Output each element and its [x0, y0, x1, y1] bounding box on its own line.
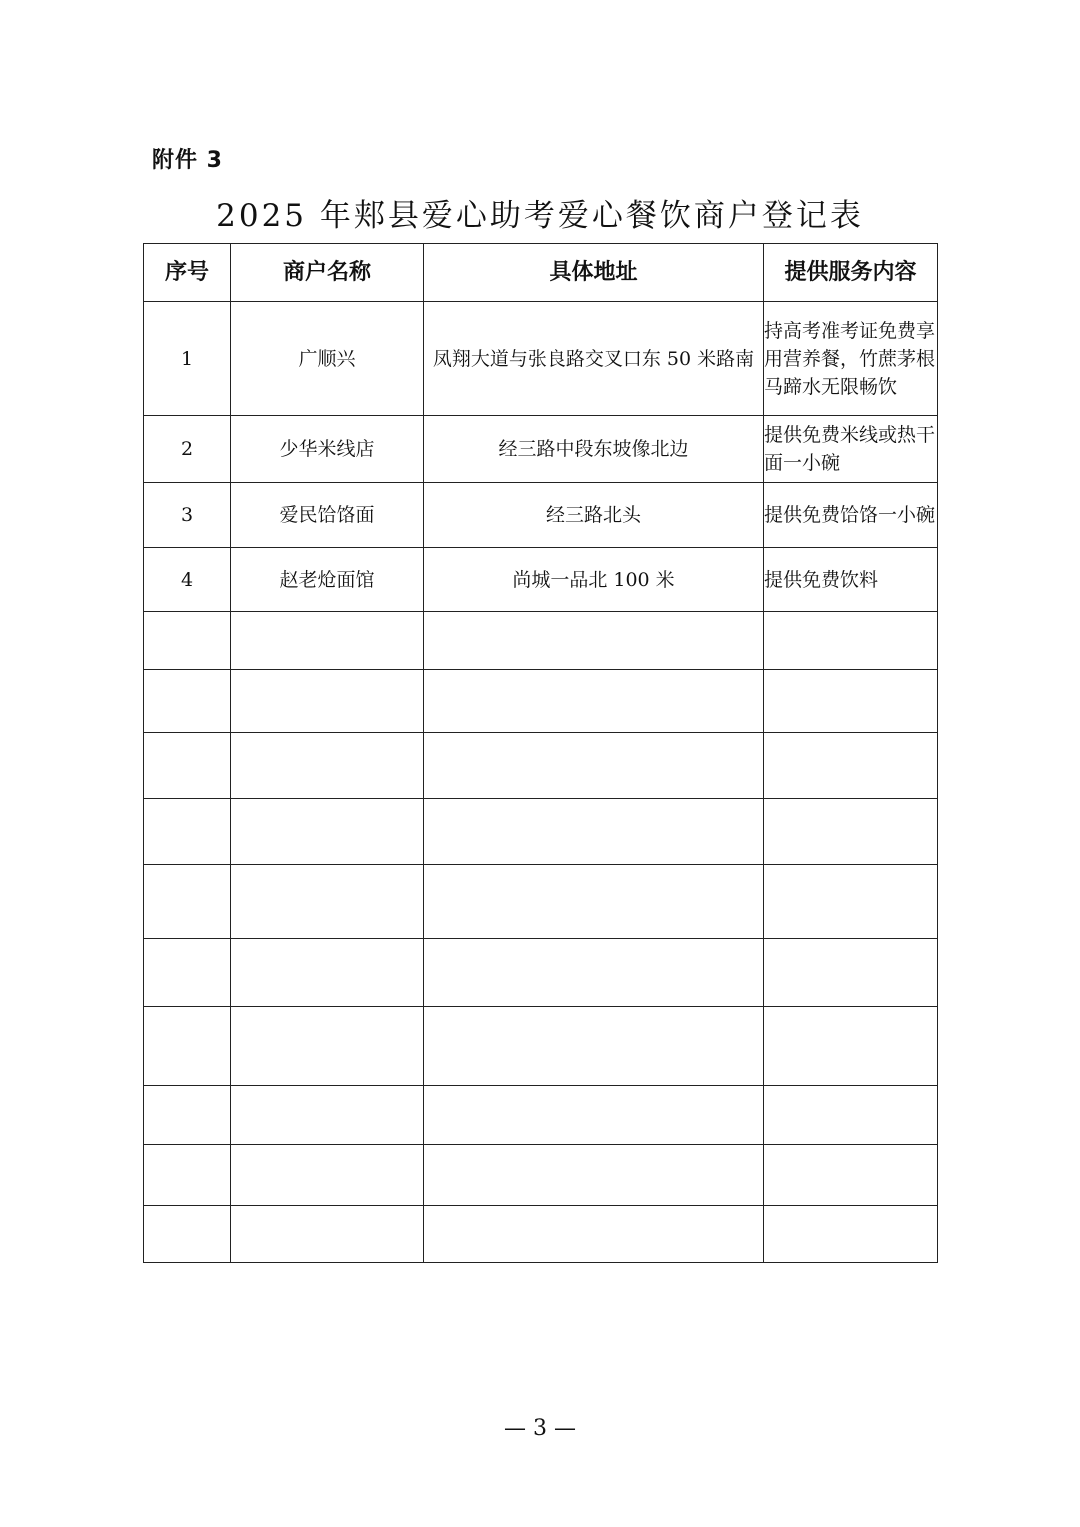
row-service: 持高考准考证免费享用营养餐，竹蔗茅根马蹄水无限畅饮: [764, 302, 938, 416]
empty-cell: [424, 670, 764, 733]
empty-cell: [424, 1206, 764, 1263]
empty-cell: [424, 1145, 764, 1206]
empty-cell: [231, 733, 424, 799]
row-address: 经三路北头: [424, 483, 764, 548]
empty-cell: [424, 939, 764, 1007]
empty-cell: [231, 670, 424, 733]
table-row: [144, 548, 938, 612]
empty-row: [144, 1086, 938, 1145]
empty-cell: [231, 1206, 424, 1263]
empty-row: [144, 865, 938, 939]
page-number: — 3 —: [504, 1416, 576, 1441]
empty-cell: [764, 939, 938, 1007]
empty-cell: [231, 1086, 424, 1145]
empty-cell: [424, 1086, 764, 1145]
empty-cell: [764, 799, 938, 865]
row-address: 凤翔大道与张良路交叉口东 50 米路南: [424, 302, 764, 416]
attachment-label: 附件 3: [152, 148, 223, 173]
empty-cell: [764, 1007, 938, 1086]
empty-row: [144, 612, 938, 670]
row-name: 爱民饸饹面: [231, 483, 424, 548]
empty-row: [144, 1007, 938, 1086]
empty-cell: [764, 865, 938, 939]
row-name: 少华米线店: [231, 416, 424, 483]
row-name: 广顺兴: [231, 302, 424, 416]
empty-cell: [424, 733, 764, 799]
page-title: 2025 年郏县爱心助考爱心餐饮商户登记表: [216, 198, 864, 234]
empty-cell: [144, 799, 231, 865]
header-address: 具体地址: [424, 244, 764, 302]
row-no: 3: [144, 483, 231, 548]
empty-row: [144, 799, 938, 865]
empty-cell: [144, 670, 231, 733]
empty-cell: [764, 1086, 938, 1145]
empty-cell: [144, 1007, 231, 1086]
empty-cell: [144, 1145, 231, 1206]
empty-row: [144, 733, 938, 799]
table-header-row: [144, 244, 938, 302]
empty-cell: [424, 1007, 764, 1086]
registration-table: [143, 243, 938, 1263]
empty-cell: [231, 1007, 424, 1086]
empty-cell: [424, 865, 764, 939]
empty-cell: [144, 939, 231, 1007]
row-no: 1: [144, 302, 231, 416]
row-service: 提供免费米线或热干面一小碗: [764, 416, 938, 483]
row-address: 尚城一品北 100 米: [424, 548, 764, 612]
empty-cell: [424, 799, 764, 865]
table-row: [144, 483, 938, 548]
row-name: 赵老炝面馆: [231, 548, 424, 612]
header-no: 序号: [144, 244, 231, 302]
empty-cell: [144, 612, 231, 670]
empty-cell: [144, 733, 231, 799]
empty-cell: [144, 1086, 231, 1145]
row-address: 经三路中段东坡像北边: [424, 416, 764, 483]
empty-cell: [231, 799, 424, 865]
row-no: 4: [144, 548, 231, 612]
row-no: 2: [144, 416, 231, 483]
empty-cell: [424, 612, 764, 670]
empty-cell: [764, 733, 938, 799]
empty-cell: [231, 865, 424, 939]
empty-cell: [231, 939, 424, 1007]
empty-row: [144, 939, 938, 1007]
header-service: 提供服务内容: [764, 244, 938, 302]
header-name: 商户名称: [231, 244, 424, 302]
empty-cell: [144, 1206, 231, 1263]
empty-cell: [764, 612, 938, 670]
empty-row: [144, 1206, 938, 1263]
empty-cell: [764, 1206, 938, 1263]
empty-cell: [144, 865, 231, 939]
table-row: [144, 416, 938, 483]
table-row: [144, 302, 938, 416]
row-service: 提供免费饮料: [764, 548, 938, 612]
empty-cell: [231, 1145, 424, 1206]
empty-row: [144, 670, 938, 733]
empty-cell: [231, 612, 424, 670]
row-service: 提供免费饸饹一小碗: [764, 483, 938, 548]
empty-row: [144, 1145, 938, 1206]
empty-cell: [764, 670, 938, 733]
empty-cell: [764, 1145, 938, 1206]
